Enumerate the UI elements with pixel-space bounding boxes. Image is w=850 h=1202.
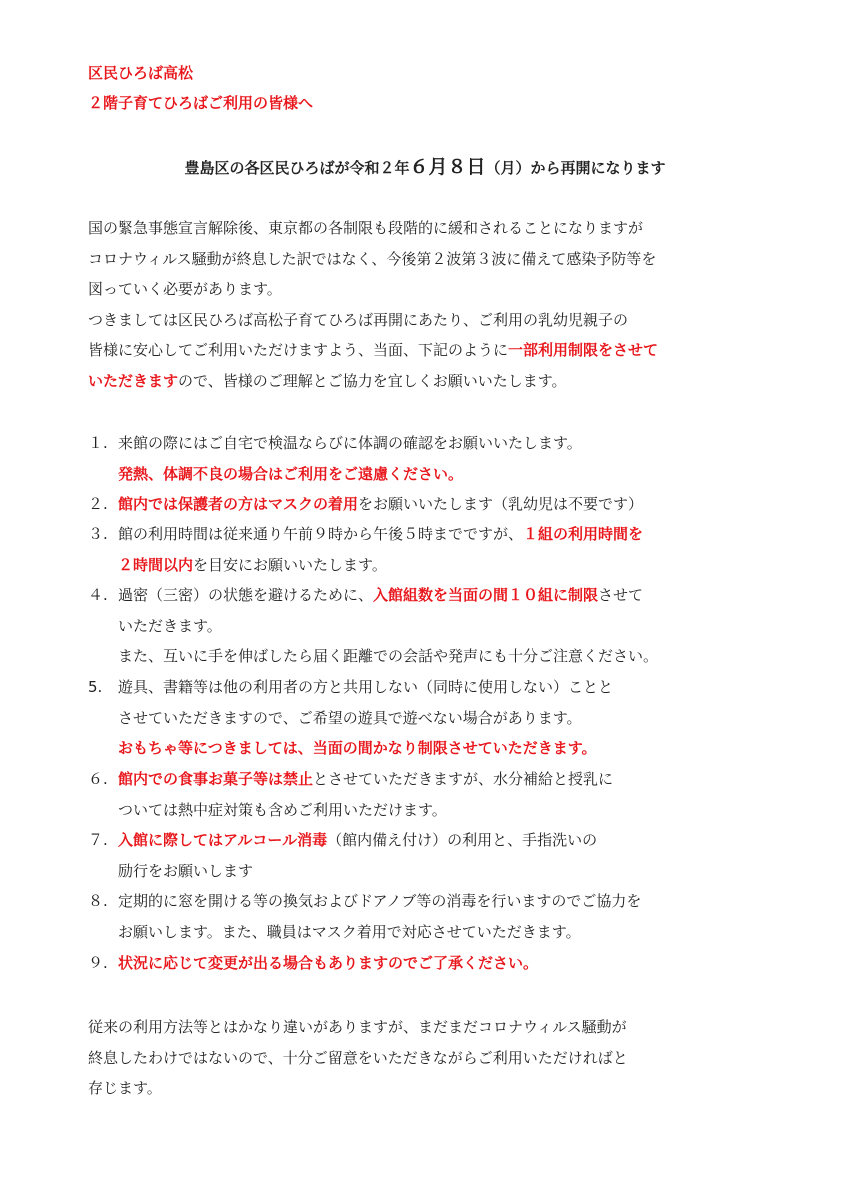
intro-line: 図っていく必要があります。 bbox=[88, 280, 282, 298]
rule-number: ４. bbox=[88, 586, 108, 604]
facility-name: 区民ひろば高松 bbox=[88, 64, 194, 82]
rule-number: ３. bbox=[88, 525, 108, 543]
closing-line: 存じます。 bbox=[88, 1079, 162, 1097]
intro-line: 国の緊急事態宣言解除後、東京都の各制限も段階的に緩和されることになりますが bbox=[88, 219, 644, 237]
rule-number: ７. bbox=[88, 831, 108, 849]
rule-number: １. bbox=[88, 434, 108, 452]
rule-text: させて bbox=[598, 586, 644, 604]
rule-highlight: １組の利用時間を bbox=[523, 525, 644, 543]
rule-item-6 bbox=[88, 764, 788, 825]
intro-line bbox=[88, 366, 778, 397]
rule-text: ついては熱中症対策も含めご利用いただけます。 bbox=[118, 800, 447, 819]
rule-number: ８. bbox=[88, 892, 108, 910]
rule-item-1 bbox=[88, 428, 788, 489]
closing-paragraph bbox=[88, 1012, 778, 1104]
rule-text: を目安にお願いいたします。 bbox=[193, 555, 387, 574]
rule-item-5 bbox=[88, 672, 788, 764]
rule-text: をお願いいたします（乳幼児は不要です） bbox=[358, 495, 644, 513]
rule-highlight: 状況に応じて変更が出る場合もありますのでご了承ください。 bbox=[118, 954, 539, 972]
closing-line: 従来の利用方法等とはかなり違いがありますが、まだまだコロナウィルス騒動が bbox=[88, 1018, 627, 1036]
rule-highlight: 入館に際してはアルコール消毒 bbox=[118, 831, 328, 849]
rule-text: いただきます。 bbox=[118, 616, 222, 635]
rule-highlight: 入館組数を当面の間１０組に制限 bbox=[373, 586, 599, 604]
headline-suffix: （月）から再開になります bbox=[485, 159, 666, 177]
rule-highlight: ２時間以内 bbox=[118, 555, 194, 574]
rule-item-8 bbox=[88, 886, 788, 947]
rule-highlight: おもちゃ等につきましては、当面の間かなり制限させていただきます。 bbox=[118, 739, 597, 757]
rule-highlight: 館内での食事お菓子等は禁止 bbox=[118, 770, 314, 788]
rule-text: 遊具、書籍等は他の利用者の方と共用しない（同時に使用しない）ことと bbox=[118, 678, 614, 696]
intro-line bbox=[88, 335, 778, 366]
rule-text: とさせていただきますが、水分補給と授乳に bbox=[313, 770, 614, 788]
intro-line: つきましては区民ひろば高松子育てひろば再開にあたり、ご利用の乳幼児親子の bbox=[88, 310, 629, 329]
intro-highlight: いただきます bbox=[88, 371, 179, 390]
rule-text: 来館の際にはご自宅で検温ならびに体調の確認をお願いいたします。 bbox=[118, 434, 582, 452]
rule-text: 館の利用時間は従来通り午前９時から午後５時までですが、 bbox=[118, 525, 524, 543]
headline-prefix: 豊島区の各区民ひろばが令和２年 bbox=[184, 159, 410, 177]
rule-number: ９. bbox=[88, 954, 108, 972]
rule-text: お願いします。また、職員はマスク着用で対応させていただきます。 bbox=[118, 922, 581, 941]
rule-number: ２. bbox=[88, 495, 108, 513]
audience-heading: ２階子育てひろばご利用の皆様へ bbox=[88, 94, 314, 112]
rule-highlight: 発熱、体調不良の場合はご利用をご遠慮ください。 bbox=[118, 464, 464, 483]
rule-item-4 bbox=[88, 580, 788, 672]
rule-text: 過密（三密）の状態を避けるために、 bbox=[118, 586, 374, 604]
rule-text: 励行をお願いします bbox=[118, 861, 254, 880]
rule-number: ６. bbox=[88, 770, 108, 788]
rule-highlight: 館内では保護者の方はマスクの着用 bbox=[118, 495, 359, 513]
intro-text: 皆様に安心してご利用いただけますよう、当面、下記のように bbox=[88, 341, 509, 359]
rule-text: させていただきますので、ご希望の遊具で遊べない場合があります。 bbox=[118, 708, 582, 727]
rule-text: （館内備え付け）の利用と、手指洗いの bbox=[327, 831, 598, 849]
rule-text: 定期的に窓を開ける等の換気およびドアノブ等の消毒を行いますのでご協力を bbox=[118, 892, 642, 910]
intro-text: ので、皆様のご理解とご協力を宜しくお願いいたします。 bbox=[178, 371, 567, 390]
rule-item-7 bbox=[88, 825, 788, 886]
closing-line: 終息したわけではないので、十分ご留意をいただきながらご利用いただければと bbox=[88, 1048, 628, 1067]
rule-item-3 bbox=[88, 519, 788, 580]
intro-highlight: 一部利用制限をさせて bbox=[508, 341, 659, 359]
rule-item-9 bbox=[88, 948, 788, 979]
headline-date: ６月８日 bbox=[409, 156, 486, 178]
intro-line: コロナウィルス騒動が終息した訳ではなく、今後第２波第３波に備えて感染予防等を bbox=[88, 249, 657, 268]
rule-text: また、互いに手を伸ばしたら届く距離での会話や発声にも十分ご注意ください。 bbox=[118, 647, 659, 665]
reopening-headline bbox=[0, 152, 850, 179]
rule-item-2 bbox=[88, 489, 788, 520]
rule-number: 5. bbox=[88, 678, 103, 696]
intro-paragraph bbox=[88, 213, 778, 396]
